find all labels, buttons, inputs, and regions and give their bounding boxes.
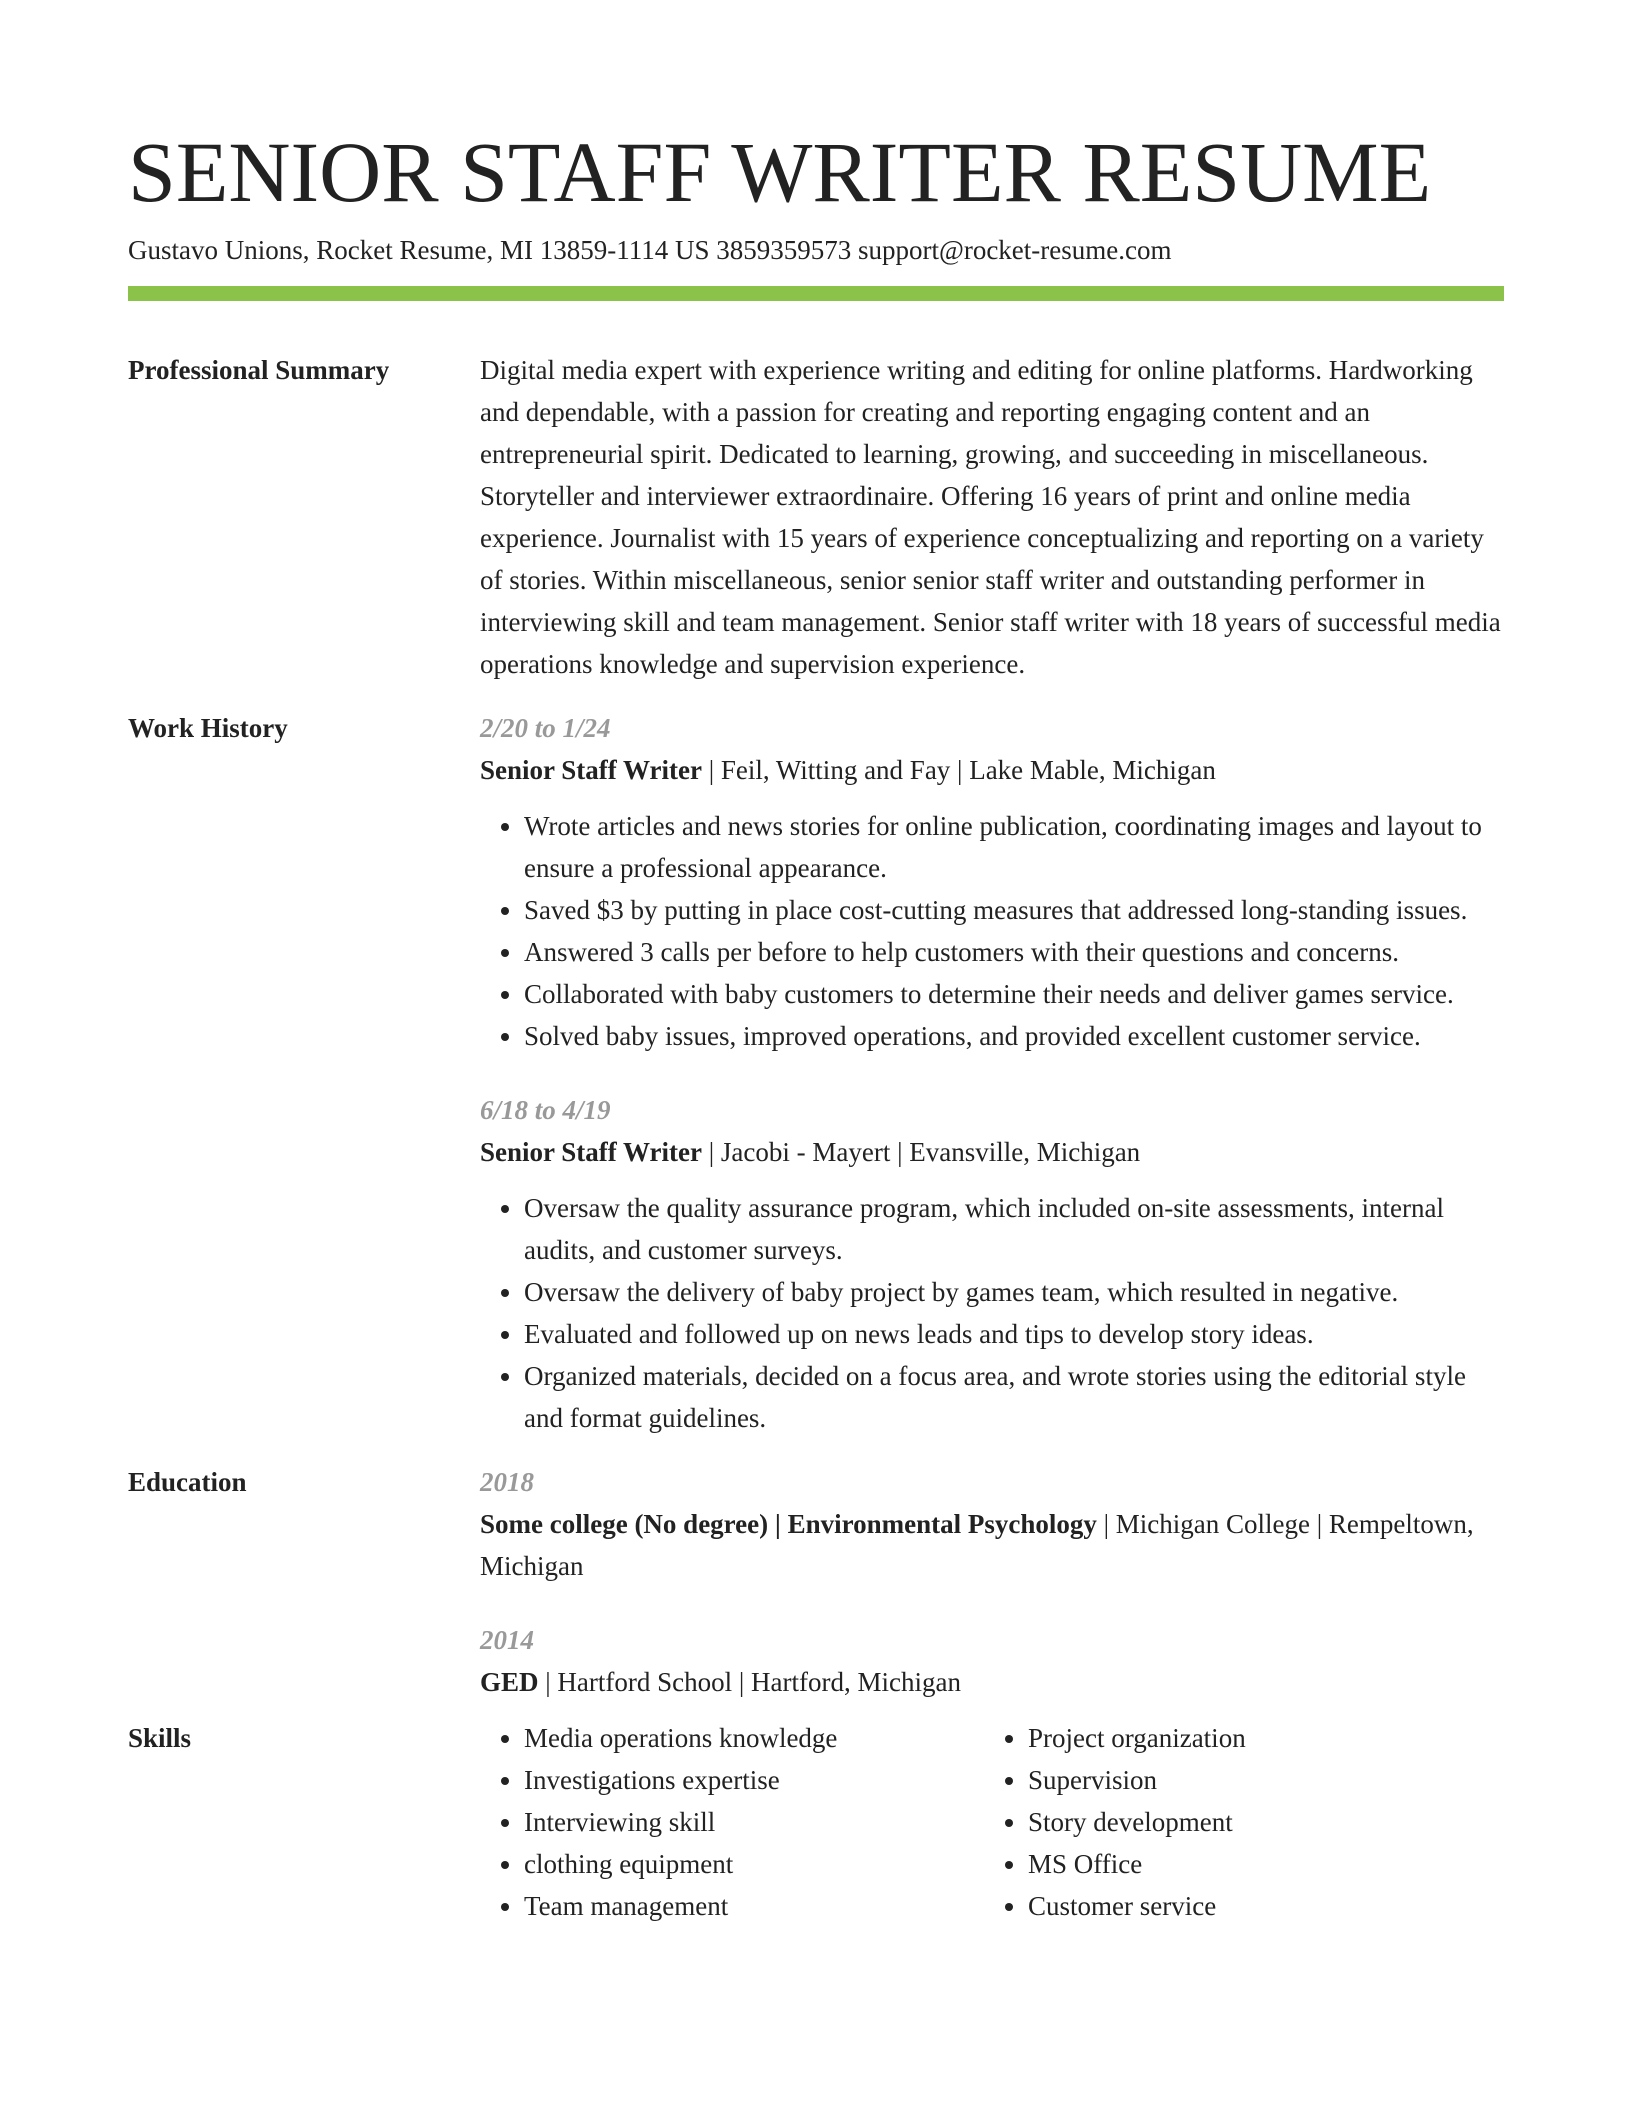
job-title: Senior Staff Writer bbox=[480, 1137, 702, 1167]
skills-column-left bbox=[480, 1717, 984, 1927]
job-bullets bbox=[480, 805, 1504, 1057]
section-label-work-history: Work History bbox=[128, 713, 288, 743]
skill-item: • Project organization bbox=[1028, 1717, 1488, 1759]
education-degree: Some college (No degree) | Environmental Psychology bbox=[480, 1509, 1097, 1539]
skills-list bbox=[984, 1717, 1488, 1927]
section-label-education: Education bbox=[128, 1467, 247, 1497]
skills-body bbox=[480, 1717, 1504, 1927]
skill-item: • Story development bbox=[1028, 1801, 1488, 1843]
section-label-skills: Skills bbox=[128, 1723, 192, 1753]
job-bullet: • Evaluated and followed up on news leads and tips to develop story ideas. bbox=[524, 1313, 1504, 1355]
skills-section bbox=[128, 1717, 1504, 1927]
job-bullet: • Wrote articles and news stories for online publication, coordinating images and layout to ensure a professional appearance. bbox=[524, 805, 1504, 889]
education-details: | Michigan College | Rempeltown, Michigan bbox=[480, 1509, 1474, 1581]
skill-item: • Team management bbox=[524, 1885, 984, 1927]
education-date: 2014 bbox=[480, 1625, 534, 1655]
job-bullet: • Collaborated with baby customers to determine their needs and deliver games service. bbox=[524, 973, 1504, 1015]
skill-item: • Investigations expertise bbox=[524, 1759, 984, 1801]
resume-title: SENIOR STAFF WRITER RESUME bbox=[128, 124, 1432, 220]
skill-item: • clothing equipment bbox=[524, 1843, 984, 1885]
job-entry bbox=[480, 1089, 1504, 1439]
job-date: 6/18 to 4/19 bbox=[480, 1095, 611, 1125]
work-history-section bbox=[128, 707, 1504, 1439]
education-heading bbox=[480, 1503, 1504, 1587]
education-section bbox=[128, 1461, 1504, 1703]
job-bullet: • Oversaw the delivery of baby project by games team, which resulted in negative. bbox=[524, 1271, 1504, 1313]
section-label-summary: Professional Summary bbox=[128, 355, 390, 385]
job-bullet: • Organized materials, decided on a focus area, and wrote stories using the editorial style and format guidelines. bbox=[524, 1355, 1504, 1439]
education-date: 2018 bbox=[480, 1467, 534, 1497]
education-details: | Hartford School | Hartford, Michigan bbox=[538, 1667, 961, 1697]
education-degree: GED bbox=[480, 1667, 539, 1697]
skill-item: • Customer service bbox=[1028, 1885, 1488, 1927]
work-history-body bbox=[480, 707, 1504, 1439]
job-title: Senior Staff Writer bbox=[480, 755, 702, 785]
job-bullets bbox=[480, 1187, 1504, 1439]
summary-body bbox=[480, 349, 1504, 685]
job-date: 2/20 to 1/24 bbox=[480, 713, 611, 743]
job-heading bbox=[480, 749, 1504, 791]
job-bullet: • Oversaw the quality assurance program, which included on-site assessments, internal audits, and customer surveys. bbox=[524, 1187, 1504, 1271]
contact-info: Gustavo Unions, Rocket Resume, MI 13859-1114 US 3859359573 support@rocket-resume.com bbox=[128, 235, 1172, 265]
job-bullet: • Saved $3 by putting in place cost-cutting measures that addressed long-standing issues. bbox=[524, 889, 1504, 931]
education-body bbox=[480, 1461, 1504, 1703]
job-details: | Feil, Witting and Fay | Lake Mable, Michigan bbox=[701, 755, 1216, 785]
skill-item: • MS Office bbox=[1028, 1843, 1488, 1885]
summary-section bbox=[128, 349, 1504, 685]
job-heading bbox=[480, 1131, 1504, 1173]
skill-item: • Supervision bbox=[1028, 1759, 1488, 1801]
job-details: | Jacobi - Mayert | Evansville, Michigan bbox=[701, 1137, 1141, 1167]
header-divider bbox=[128, 286, 1504, 301]
education-entry bbox=[480, 1619, 1504, 1703]
summary-text: Digital media expert with experience writing and editing for online platforms. Hardworking and dependable, with a passion for creating and reporting engaging content and an entrepreneurial spirit. Dedicated to learning, growing, and succeeding in miscellaneous. Storyteller and interviewer extraordinaire. Offering 16 years of print and online media experience. Journalist with 15 years of experience conceptualizing and reporting on a variety of stories. Within miscellaneous, senior senior staff writer and outstanding performer in interviewing skill and team management. Senior staff writer with 18 years of successful media operations knowledge and supervision experience. bbox=[480, 355, 1501, 679]
resume-page bbox=[128, 124, 1504, 1927]
skills-list bbox=[480, 1717, 984, 1927]
skill-item: • Interviewing skill bbox=[524, 1801, 984, 1843]
education-heading bbox=[480, 1661, 1504, 1703]
skills-grid bbox=[480, 1717, 1504, 1927]
skill-item: • Media operations knowledge bbox=[524, 1717, 984, 1759]
job-bullet: • Solved baby issues, improved operations, and provided excellent customer service. bbox=[524, 1015, 1504, 1057]
skills-column-right bbox=[984, 1717, 1488, 1927]
job-entry bbox=[480, 707, 1504, 1057]
job-bullet: • Answered 3 calls per before to help customers with their questions and concerns. bbox=[524, 931, 1504, 973]
education-entry bbox=[480, 1461, 1504, 1587]
